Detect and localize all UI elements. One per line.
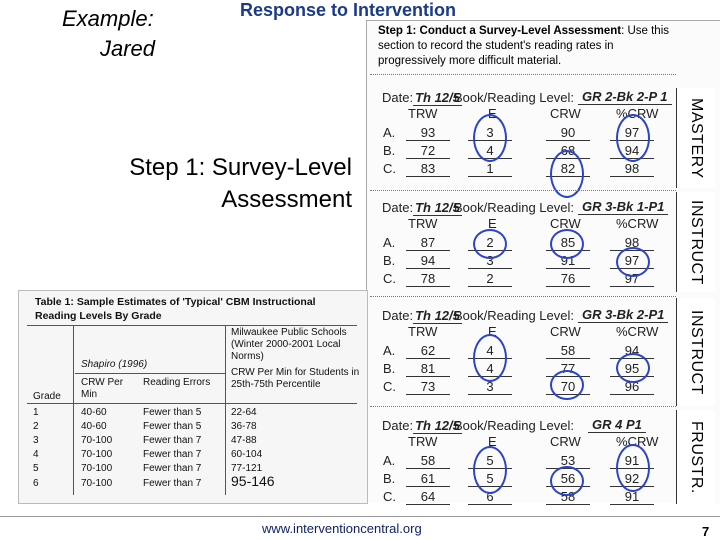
crw-cell: 82 xyxy=(546,161,590,177)
row-label: B. xyxy=(383,253,396,268)
crw-cell: 56 xyxy=(546,471,590,487)
median-circle xyxy=(473,114,507,162)
survey-panel-3 xyxy=(370,308,676,402)
errors-cell: Fewer than 5 xyxy=(143,407,202,418)
rule xyxy=(75,373,225,374)
crw-cell: 91 xyxy=(546,253,590,269)
e-cell: 2 xyxy=(468,271,512,287)
panel-date: Th 12/5 xyxy=(415,90,460,105)
level-label: Book/Reading Level: xyxy=(454,418,574,433)
median-circle xyxy=(473,446,507,494)
col-crw: CRW xyxy=(550,434,581,449)
rule xyxy=(27,325,357,326)
example-line-2: Jared xyxy=(100,36,156,61)
tab-instruct-2 xyxy=(676,298,715,406)
median-circle xyxy=(550,229,584,259)
panel-divider xyxy=(370,190,676,191)
range-cell: 40-60 xyxy=(81,407,107,418)
step-title-line-1: Step 1: Survey-Level xyxy=(129,154,352,181)
e-cell: 4 xyxy=(468,143,512,159)
date-label: Date: xyxy=(382,308,414,323)
rule xyxy=(73,325,74,495)
row-label: A. xyxy=(383,343,396,358)
slide-title: Response to Intervention xyxy=(240,0,457,20)
milwaukee-header: Milwaukee Public Schools (Winter 2000-2001 Local Norms) xyxy=(231,327,347,362)
range-cell: 70-100 xyxy=(81,435,113,446)
row-label: C. xyxy=(383,379,396,394)
pct-cell: 92 xyxy=(610,471,654,487)
col-trw: TRW xyxy=(408,324,438,339)
col-pct: %CRW xyxy=(616,434,659,449)
step-title xyxy=(60,152,352,216)
trw-cell: 58 xyxy=(406,453,450,469)
pct-cell: 97 xyxy=(610,271,654,287)
survey-panel-2 xyxy=(370,200,676,290)
range-cell: 70-100 xyxy=(81,449,113,460)
shapiro-header: Shapiro (1996) xyxy=(81,359,148,370)
mps-cell: 95-146 xyxy=(231,473,275,489)
range-cell: 70-100 xyxy=(81,463,113,474)
col-crw: CRW xyxy=(550,106,581,121)
level-label: Book/Reading Level: xyxy=(454,90,574,105)
e-cell: 2 xyxy=(468,235,512,251)
col-e: E xyxy=(488,434,497,449)
median-circle xyxy=(616,247,650,277)
survey-panel-1 xyxy=(370,90,676,186)
range-cell: 40-60 xyxy=(81,421,107,432)
crw-cell: 58 xyxy=(546,343,590,359)
pct-cell: 97 xyxy=(610,253,654,269)
errors-cell: Fewer than 7 xyxy=(143,435,202,446)
panel-level: GR 2-Bk 2-P 1 xyxy=(578,89,672,105)
step-heading-rest: : Use this section to record the student's reading rates in progressively more difficult material. xyxy=(378,25,670,67)
rule xyxy=(225,325,226,495)
step-heading xyxy=(378,24,674,69)
panel-divider xyxy=(370,406,676,407)
col-pct: %CRW xyxy=(616,216,659,231)
trw-cell: 94 xyxy=(406,253,450,269)
col-pct: %CRW xyxy=(616,324,659,339)
table-title: Table 1: Sample Estimates of 'Typical' CBM Instructional Reading Levels By Grade xyxy=(35,296,316,322)
panel-level: GR 3-Bk 2-P1 xyxy=(578,307,668,323)
mps-cell: 22-64 xyxy=(231,407,257,418)
median-circle xyxy=(616,114,650,162)
col-pct: %CRW xyxy=(616,106,659,121)
crw-cell: 68 xyxy=(546,143,590,159)
row-label: C. xyxy=(383,489,396,504)
col-crw: CRW xyxy=(550,324,581,339)
row-label: B. xyxy=(383,361,396,376)
footer-url[interactable]: www.interventioncentral.org xyxy=(262,521,422,536)
level-label: Book/Reading Level: xyxy=(454,200,574,215)
col-errors: Reading Errors xyxy=(143,377,211,388)
median-circle xyxy=(473,334,507,382)
survey-panel-4 xyxy=(370,418,676,506)
step-heading-bold: Step 1: Conduct a Survey-Level Assessment xyxy=(378,25,622,37)
crw-cell: 53 xyxy=(546,453,590,469)
grade-cell: 1 xyxy=(33,407,39,418)
step-title-line-2: Assessment xyxy=(221,186,352,213)
e-cell: 3 xyxy=(468,125,512,141)
grade-cell: 2 xyxy=(33,421,39,432)
e-cell: 5 xyxy=(468,453,512,469)
pct-cell: 98 xyxy=(610,235,654,251)
e-cell: 3 xyxy=(468,379,512,395)
pct-cell: 94 xyxy=(610,143,654,159)
median-circle xyxy=(616,444,650,492)
errors-cell: Fewer than 7 xyxy=(143,463,202,474)
errors-cell: Fewer than 7 xyxy=(143,449,202,460)
errors-cell: Fewer than 7 xyxy=(143,478,202,489)
example-label xyxy=(62,4,155,64)
rule xyxy=(27,403,357,404)
pct-cell: 91 xyxy=(610,489,654,505)
grade-cell: 5 xyxy=(33,463,39,474)
example-line-1: Example: xyxy=(62,6,154,31)
panel-divider xyxy=(370,296,676,297)
date-label: Date: xyxy=(382,200,414,215)
pct-cell: 91 xyxy=(610,453,654,469)
col-crw: CRW xyxy=(550,216,581,231)
trw-cell: 64 xyxy=(406,489,450,505)
date-label: Date: xyxy=(382,418,414,433)
trw-cell: 83 xyxy=(406,161,450,177)
trw-cell: 61 xyxy=(406,471,450,487)
col-grade: Grade xyxy=(33,391,61,402)
tab-label: INSTRUCT xyxy=(688,199,705,285)
median-circle xyxy=(616,353,650,383)
col-crw-range: CRW Per Min xyxy=(81,377,124,400)
col-e: E xyxy=(488,216,497,231)
mps-cell: 36-78 xyxy=(231,421,257,432)
e-cell: 4 xyxy=(468,361,512,377)
mps-cell: 47-88 xyxy=(231,435,257,446)
grade-cell: 3 xyxy=(33,435,39,446)
e-cell: 5 xyxy=(468,471,512,487)
cbm-levels-table xyxy=(18,290,368,504)
grade-cell: 6 xyxy=(33,478,39,489)
row-label: A. xyxy=(383,235,396,250)
tab-label: INSTRUCT xyxy=(688,309,705,395)
crw-cell: 76 xyxy=(546,271,590,287)
col-e: E xyxy=(488,106,497,121)
panel-date: Th 12/5 xyxy=(415,308,460,323)
row-label: B. xyxy=(383,471,396,486)
page-number: 7 xyxy=(702,524,710,539)
col-e: E xyxy=(488,324,497,339)
col-milwaukee: CRW Per Min for Students in 25th-75th Percentile xyxy=(231,367,360,390)
pct-cell: 96 xyxy=(610,379,654,395)
trw-cell: 72 xyxy=(406,143,450,159)
tab-mastery xyxy=(676,88,715,188)
col-trw: TRW xyxy=(408,106,438,121)
row-label: B. xyxy=(383,143,396,158)
crw-cell: 85 xyxy=(546,235,590,251)
crw-cell: 90 xyxy=(546,125,590,141)
panel-divider xyxy=(370,74,676,75)
trw-cell: 78 xyxy=(406,271,450,287)
pct-cell: 94 xyxy=(610,343,654,359)
row-label: C. xyxy=(383,271,396,286)
date-label: Date: xyxy=(382,90,414,105)
range-cell: 70-100 xyxy=(81,478,113,489)
pct-cell: 95 xyxy=(610,361,654,377)
trw-cell: 87 xyxy=(406,235,450,251)
pct-cell: 97 xyxy=(610,125,654,141)
panel-date: Th 12/5 xyxy=(415,200,460,215)
trw-cell: 73 xyxy=(406,379,450,395)
panel-level: GR 4 P1 xyxy=(588,417,646,433)
trw-cell: 81 xyxy=(406,361,450,377)
panel-date: Th 12/5 xyxy=(415,418,460,433)
mps-cell: 77-121 xyxy=(231,463,263,474)
crw-cell: 58 xyxy=(546,489,590,505)
e-cell: 1 xyxy=(468,161,512,177)
panel-level: GR 3-Bk 1-P1 xyxy=(578,199,668,215)
e-cell: 3 xyxy=(468,253,512,269)
e-cell: 4 xyxy=(468,343,512,359)
trw-cell: 93 xyxy=(406,125,450,141)
trw-cell: 62 xyxy=(406,343,450,359)
mps-cell: 60-104 xyxy=(231,449,263,460)
crw-cell: 77 xyxy=(546,361,590,377)
row-label: A. xyxy=(383,453,396,468)
footer-rule xyxy=(0,516,720,517)
tab-frustrational xyxy=(676,410,715,504)
tab-instruct-1 xyxy=(676,192,715,292)
median-circle xyxy=(550,370,584,400)
row-label: C. xyxy=(383,161,396,176)
median-circle xyxy=(550,466,584,496)
tab-label: FRUSTR. xyxy=(688,420,705,494)
col-trw: TRW xyxy=(408,216,438,231)
row-label: A. xyxy=(383,125,396,140)
median-circle xyxy=(473,229,507,259)
level-label: Book/Reading Level: xyxy=(454,308,574,323)
crw-cell: 70 xyxy=(546,379,590,395)
tab-label: MASTERY xyxy=(688,97,705,179)
e-cell: 6 xyxy=(468,489,512,505)
grade-cell: 4 xyxy=(33,449,39,460)
col-trw: TRW xyxy=(408,434,438,449)
pct-cell: 98 xyxy=(610,161,654,177)
errors-cell: Fewer than 5 xyxy=(143,421,202,432)
